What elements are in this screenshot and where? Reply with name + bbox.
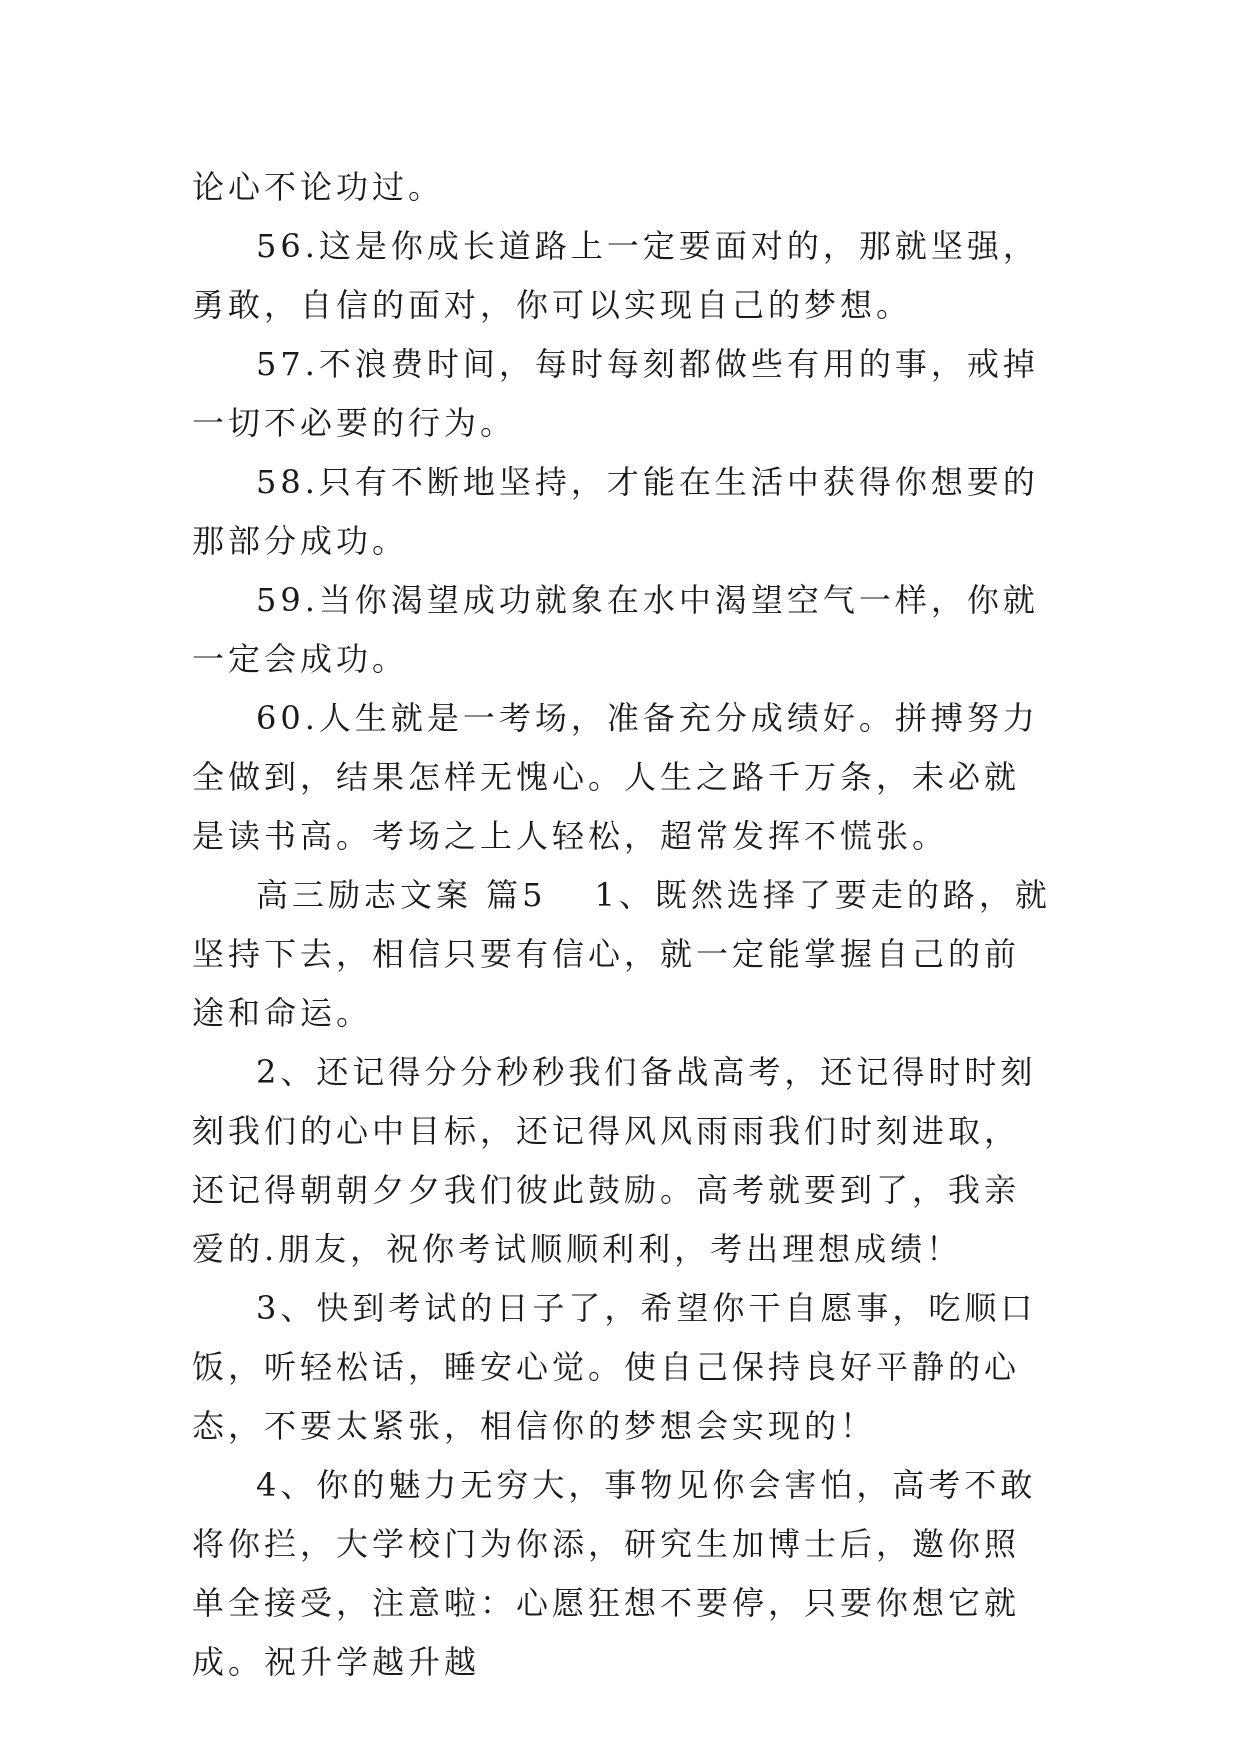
paragraph-60: 60.人生就是一考场，准备充分成绩好。拼搏努力全做到，结果怎样无愧心。人生之路千万条，未必就是读书高。考场之上人轻松，超常发挥不慌张。 [192,699,1039,855]
paragraph-58: 58.只有不断地坚持，才能在生活中获得你想要的那部分成功。 [192,463,1039,560]
paragraph-56: 56.这是你成长道路上一定要面对的，那就坚强，勇敢，自信的面对，你可以实现自己的梦想。 [192,227,1039,324]
list-item-4: 4、你的魅力无穷大，事物见你会害怕，高考不敢将你拦，大学校门为你添，研究生加博士后，邀你照单全接受，注意啦：心愿狂想不要停，只要你想它就成。祝升学越升越 [192,1466,1037,1681]
paragraph-59: 59.当你渴望成功就象在水中渴望空气一样，你就一定会成功。 [192,581,1039,678]
list-item-3: 3、快到考试的日子了，希望你干自愿事，吃顺口饭，听轻松话，睡安心觉。使自己保持良好平静的心态，不要太紧张，相信你的梦想会实现的！ [192,1289,1037,1445]
paragraph: 论心不论功过。 [192,168,445,206]
paragraph-57: 57.不浪费时间，每时每刻都做些有用的事，戒掉一切不必要的行为。 [192,345,1039,442]
section-heading: 高三励志文案 篇5 [256,876,547,914]
section-paragraph [192,866,1052,1043]
list-item-2: 2、还记得分分秒秒我们备战高考，还记得时时刻刻我们的心中目标，还记得风风雨雨我们时刻进取，还记得朝朝夕夕我们彼此鼓励。高考就要到了，我亲爱的.朋友，祝你考试顺顺利利，考出理想成绩！ [192,1053,1037,1268]
section-first-item: 1、既然选择了要走的路，就坚持下去，相信只要有信心，就一定能掌握自己的前途和命运。 [192,876,1051,1032]
document-body [192,158,1052,1692]
